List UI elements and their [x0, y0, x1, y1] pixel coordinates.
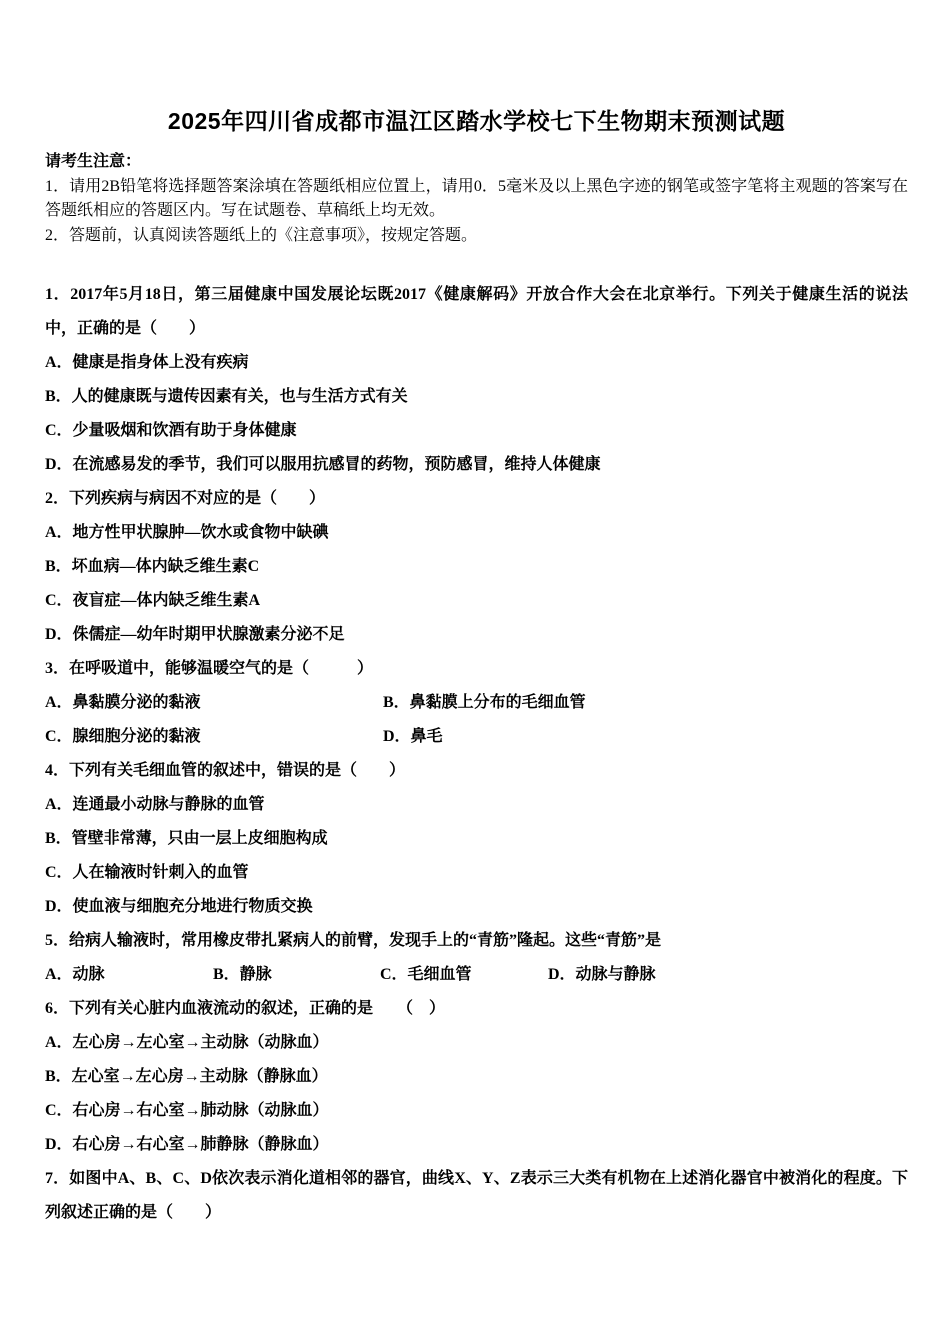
notice-line: 1．请用2B铅笔将选择题答案涂填在答题纸相应位置上，请用0．5毫米及以上黑色字迹的钢笔或签字笔将主观题的答案写在答题纸相应的答题区内。写在试题卷、草稿纸上均无效。: [45, 177, 908, 219]
option-d: D．右心房→右心室→肺静脉（静脉血）: [45, 1136, 329, 1153]
question-stem: 6．下列有关心脏内血液流动的叙述，正确的是 （ ）: [45, 1000, 446, 1017]
option-a: A．动脉: [45, 966, 105, 983]
option-d: D．使血液与细胞充分地进行物质交换: [45, 898, 313, 915]
question-stem: 5．给病人输液时，常用橡皮带扎紧病人的前臂，发现手上的“青筋”隆起。这些“青筋”是: [45, 932, 662, 949]
option-b: B．左心室→左心房→主动脉（静脉血）: [45, 1068, 328, 1085]
option-c: C．人在输液时针刺入的血管: [45, 864, 249, 881]
notice-line: 2．答题前，认真阅读答题纸上的《注意事项》，按规定答题。: [45, 226, 478, 244]
question-stem: 3．在呼吸道中，能够温暖空气的是（ ）: [45, 660, 374, 677]
option-a: A．鼻黏膜分泌的黏液: [45, 694, 201, 711]
notice-section: [45, 150, 908, 248]
option-d: D．侏儒症—幼年时期甲状腺激素分泌不足: [45, 626, 345, 643]
option-b: B．鼻黏膜上分布的毛细血管: [383, 694, 586, 711]
option-d: D．鼻毛: [383, 728, 443, 745]
option-d: D．动脉与静脉: [548, 966, 656, 983]
question-options: [45, 788, 908, 924]
option-b: B．静脉: [213, 966, 272, 983]
question-7: [45, 1162, 908, 1230]
questions-section: [45, 278, 908, 1230]
option-c: C．右心房→右心室→肺动脉（动脉血）: [45, 1102, 329, 1119]
option-b: B．管壁非常薄，只由一层上皮细胞构成: [45, 830, 328, 847]
option-a: A．左心房→左心室→主动脉（动脉血）: [45, 1034, 329, 1051]
option-d: D．在流感易发的季节，我们可以服用抗感冒的药物，预防感冒，维持人体健康: [45, 456, 601, 473]
question-stem: 2．下列疾病与病因不对应的是（ ）: [45, 490, 326, 507]
question-stem: 1．2017年5月18日，第三届健康中国发展论坛既2017《健康解码》开放合作大会在北京举行。下列关于健康生活的说法中，正确的是（ ）: [45, 286, 908, 337]
question-options: [45, 1026, 908, 1162]
question-1: [45, 278, 908, 482]
notice-header: 请考生注意：: [45, 153, 142, 170]
question-stem: 4．下列有关毛细血管的叙述中，错误的是（ ）: [45, 762, 406, 779]
question-options: [45, 958, 908, 992]
question-options: [45, 686, 908, 754]
question-2: [45, 482, 908, 652]
question-4: [45, 754, 908, 924]
option-c: C．毛细血管: [380, 966, 472, 983]
page-title: 2025年四川省成都市温江区踏水学校七下生物期末预测试题: [167, 108, 786, 134]
option-a: A．地方性甲状腺肿—饮水或食物中缺碘: [45, 524, 329, 541]
question-options: [45, 346, 908, 482]
option-a: A．连通最小动脉与静脉的血管: [45, 796, 265, 813]
question-3: [45, 652, 908, 754]
question-5: [45, 924, 908, 992]
option-c: C．腺细胞分泌的黏液: [45, 728, 201, 745]
question-6: [45, 992, 908, 1162]
option-a: A．健康是指身体上没有疾病: [45, 354, 249, 371]
option-b: B．人的健康既与遗传因素有关，也与生活方式有关: [45, 388, 408, 405]
option-c: C．夜盲症—体内缺乏维生素A: [45, 592, 261, 609]
question-options: [45, 516, 908, 652]
option-c: C．少量吸烟和饮酒有助于身体健康: [45, 422, 297, 439]
question-stem: 7．如图中A、B、C、D依次表示消化道相邻的器官，曲线X、Y、Z表示三大类有机物在上述消化器官中被消化的程度。下列叙述正确的是（ ）: [45, 1170, 908, 1221]
option-b: B．坏血病—体内缺乏维生素C: [45, 558, 260, 575]
